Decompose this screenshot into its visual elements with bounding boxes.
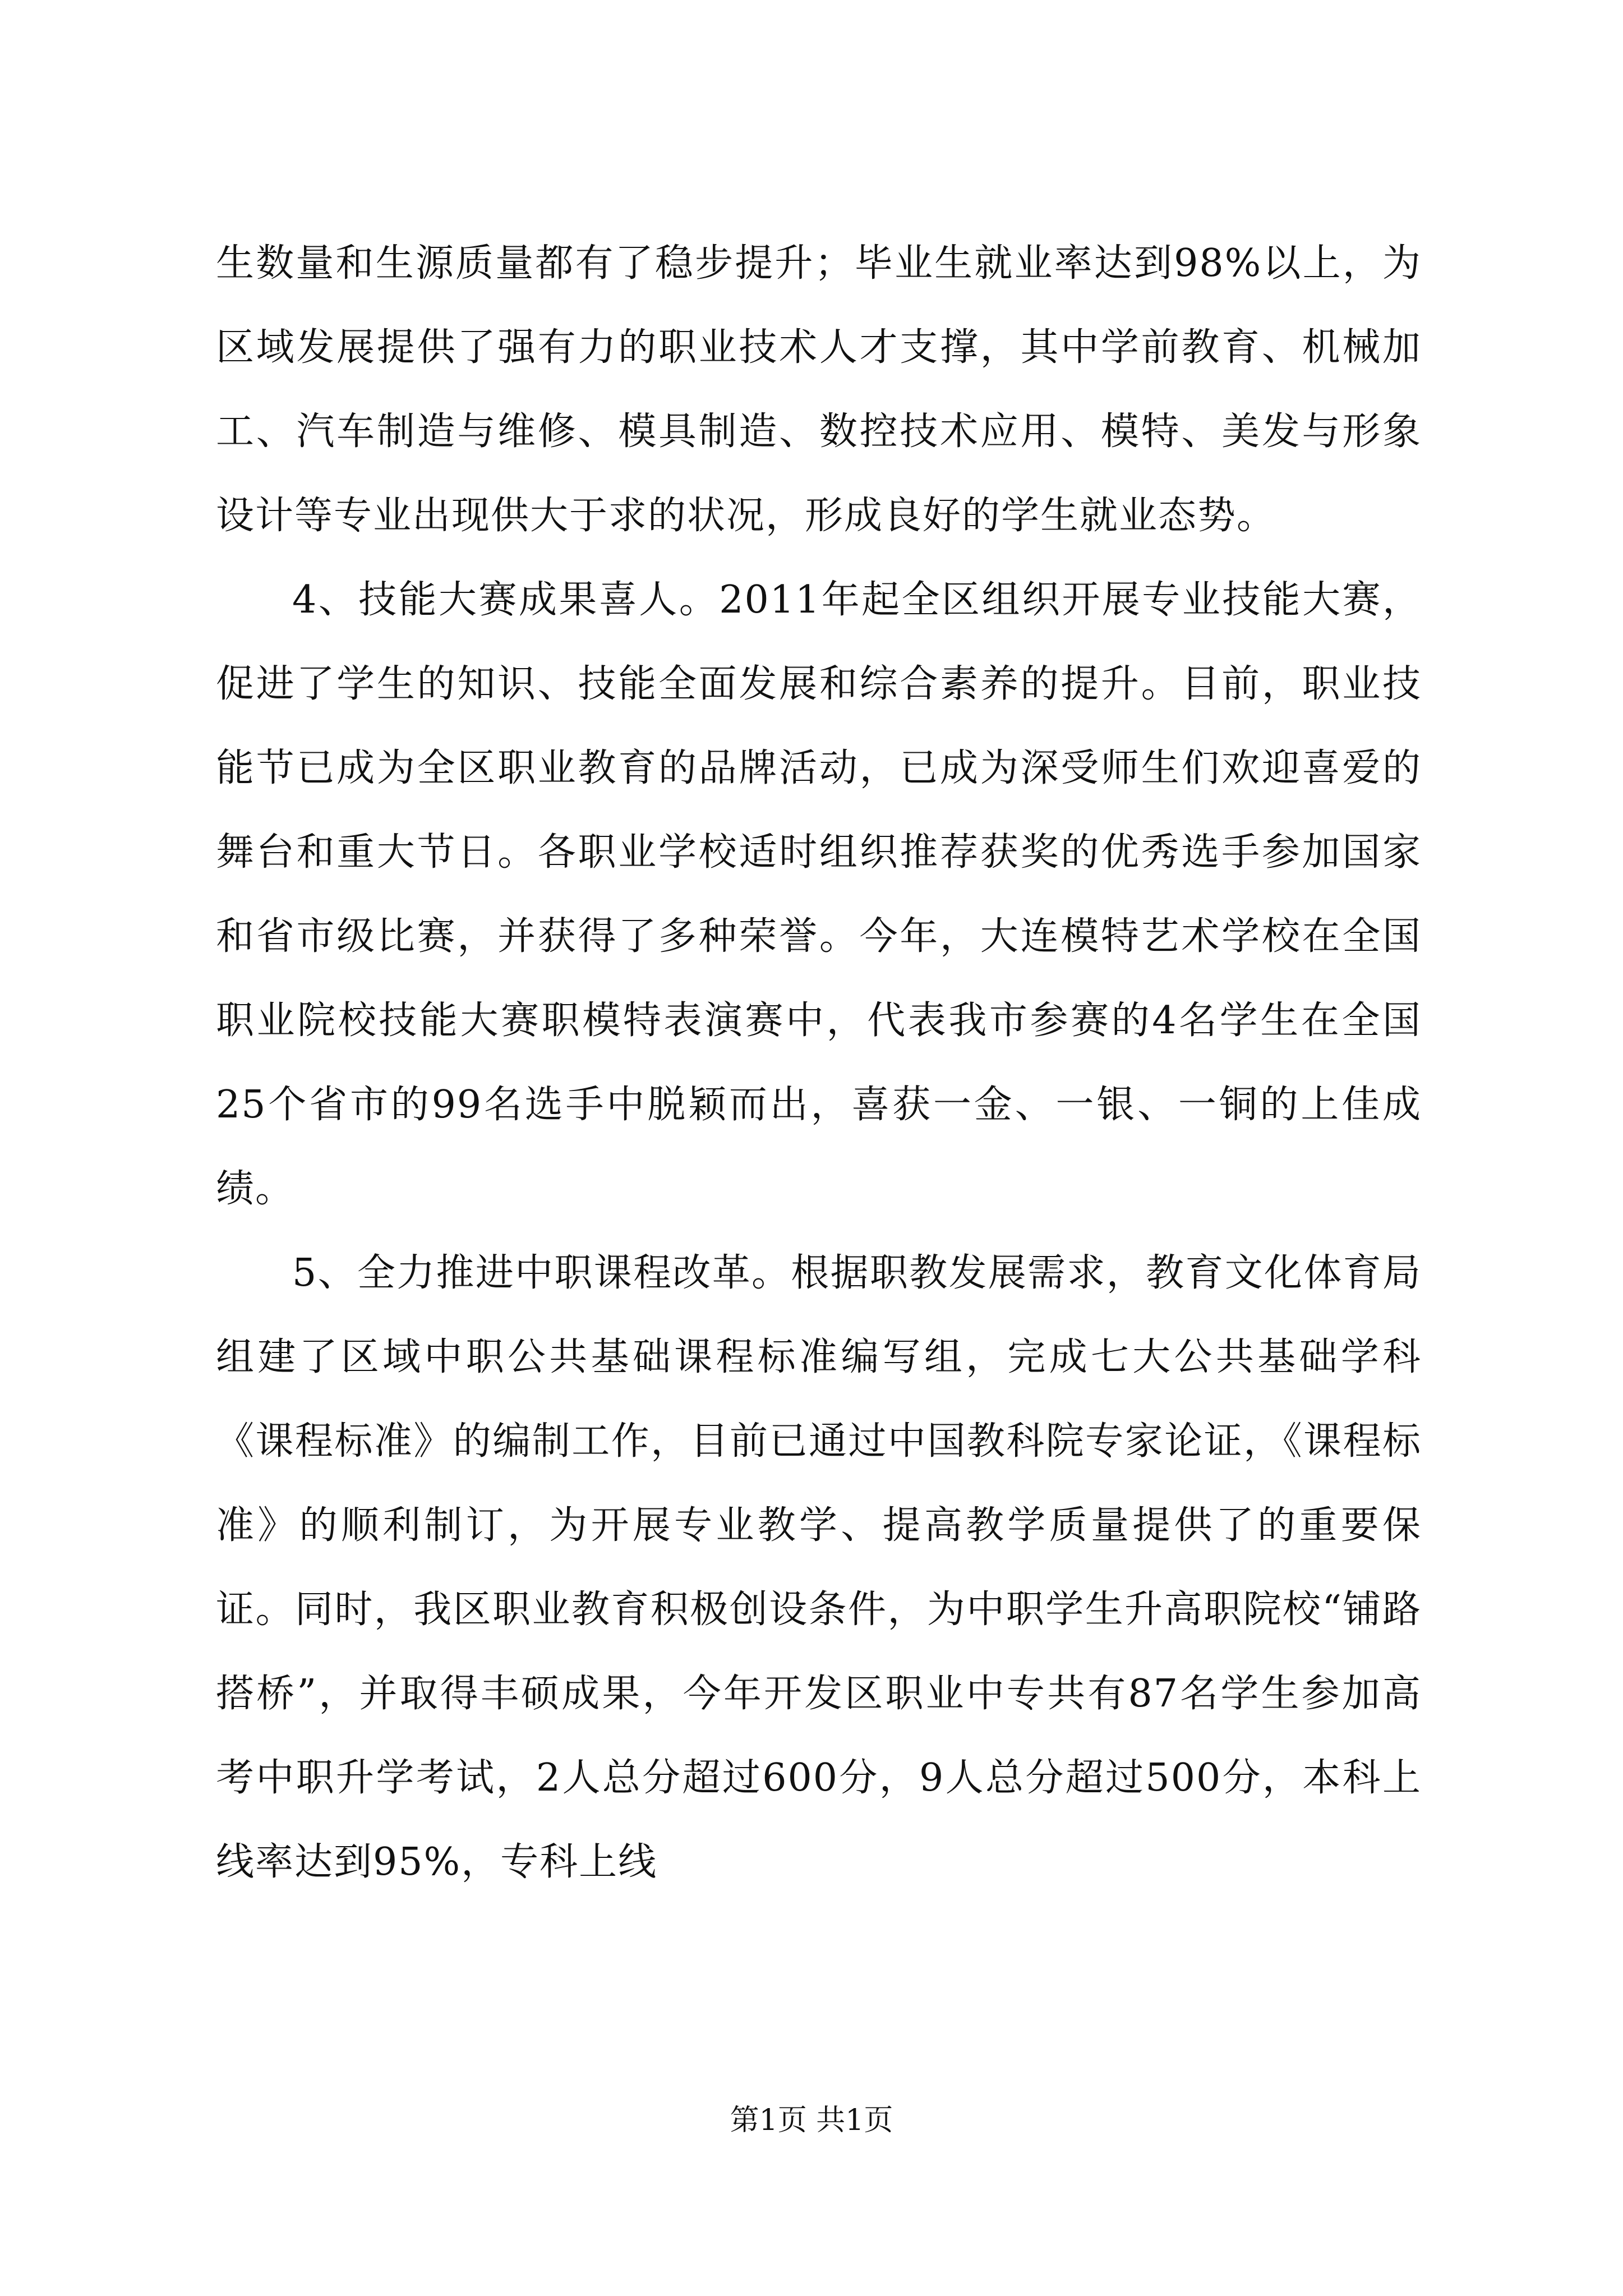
paragraph-curriculum-reform: 5、全力推进中职课程改革。根据职教发展需求，教育文化体育局组建了区域中职公共基础课程标准编写组，完成七大公共基础学科《课程标准》的编制工作，目前已通过中国教科院专家论证，《课程标准》的顺利制订，为开展专业教学、提高教学质量提供了的重要保证。同时，我区职业教育积极创设条件，为中职学生升高职院校“铺路搭桥”，并取得丰硕成果，今年开发区职业中专共有87名学生参加高考中职升学考试，2人总分超过600分，9人总分超过500分，本科上线率达到95%，专科上线 xyxy=(216,1251,1422,1884)
page-footer: 第1页 共1页 xyxy=(730,2104,893,2137)
document-body xyxy=(216,222,1422,1904)
paragraph-employment: 生数量和生源质量都有了稳步提升；毕业生就业率达到98%以上，为区域发展提供了强有力的职业技术人才支撑，其中学前教育、机械加工、汽车制造与维修、模具制造、数控技术应用、模特、美发与形象设计等专业出现供大于求的状况，形成良好的学生就业态势。 xyxy=(216,241,1422,538)
paragraph-skills-contest: 4、技能大赛成果喜人。2011年起全区组织开展专业技能大赛，促进了学生的知识、技能全面发展和综合素养的提升。目前，职业技能节已成为全区职业教育的品牌活动，已成为深受师生们欢迎喜爱的舞台和重大节日。各职业学校适时组织推荐获奖的优秀选手参加国家和省市级比赛，并获得了多种荣誉。今年，大连模特艺术学校在全国职业院校技能大赛职模特表演赛中，代表我市参赛的4名学生在全国25个省市的99名选手中脱颖而出，喜获一金、一银、一铜的上佳成绩。 xyxy=(216,578,1422,1211)
